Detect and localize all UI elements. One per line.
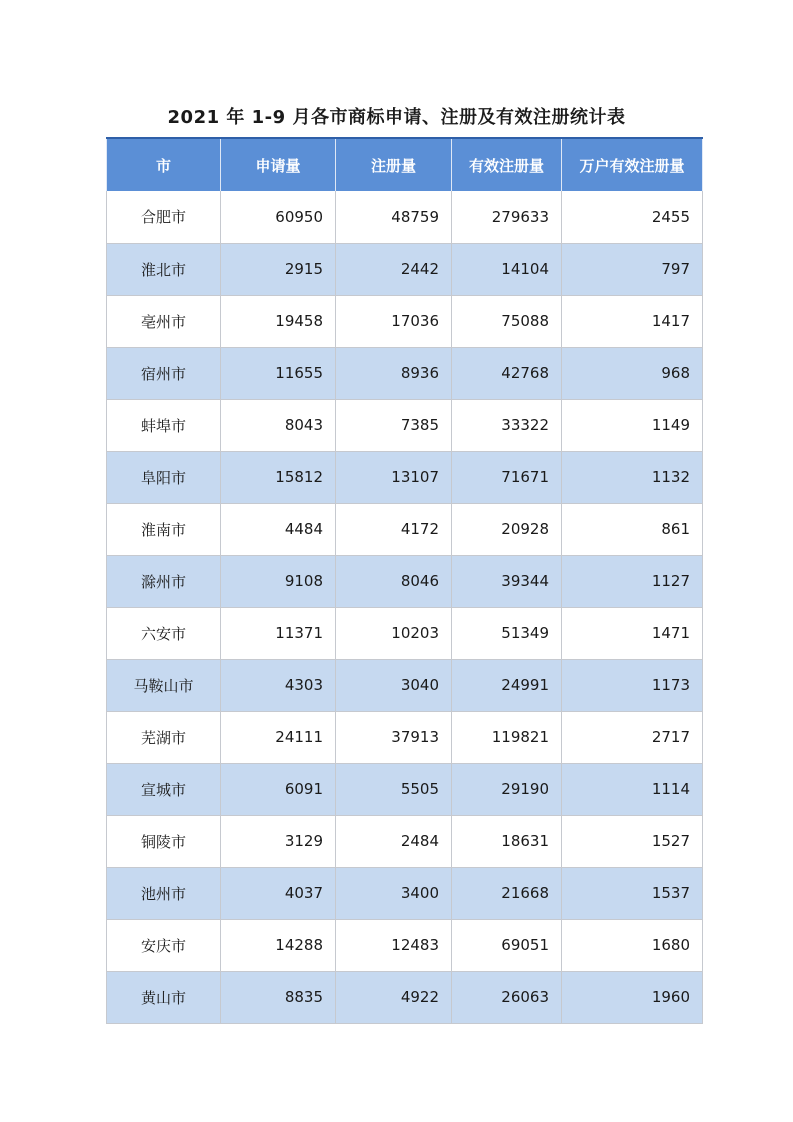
cell-city: 淮南市	[107, 503, 221, 555]
cell-registrations: 2442	[336, 243, 452, 295]
cell-applications: 14288	[221, 919, 336, 971]
header-registrations: 注册量	[336, 138, 452, 191]
cell-valid-per-10k: 861	[562, 503, 703, 555]
cell-valid-registrations: 39344	[452, 555, 562, 607]
cell-valid-per-10k: 1132	[562, 451, 703, 503]
page-title: 2021 年 1-9 月各市商标申请、注册及有效注册统计表	[167, 107, 626, 128]
table-row	[107, 607, 703, 659]
cell-registrations: 3040	[336, 659, 452, 711]
table-header-row	[107, 138, 703, 191]
cell-valid-registrations: 119821	[452, 711, 562, 763]
cell-city: 亳州市	[107, 295, 221, 347]
table-row	[107, 555, 703, 607]
cell-registrations: 10203	[336, 607, 452, 659]
table-row	[107, 867, 703, 919]
cell-city: 淮北市	[107, 243, 221, 295]
statistics-table	[106, 137, 703, 1024]
cell-city: 宣城市	[107, 763, 221, 815]
cell-city: 池州市	[107, 867, 221, 919]
cell-valid-per-10k: 1680	[562, 919, 703, 971]
cell-city: 阜阳市	[107, 451, 221, 503]
cell-city: 芜湖市	[107, 711, 221, 763]
header-valid-registrations: 有效注册量	[452, 138, 562, 191]
table-row	[107, 191, 703, 243]
header-valid-per-10k-households: 万户有效注册量	[562, 138, 703, 191]
cell-registrations: 3400	[336, 867, 452, 919]
cell-valid-per-10k: 2455	[562, 191, 703, 243]
header-applications: 申请量	[221, 138, 336, 191]
cell-registrations: 4172	[336, 503, 452, 555]
cell-valid-registrations: 26063	[452, 971, 562, 1023]
cell-registrations: 2484	[336, 815, 452, 867]
cell-valid-registrations: 18631	[452, 815, 562, 867]
table-row	[107, 503, 703, 555]
table-row	[107, 659, 703, 711]
cell-city: 六安市	[107, 607, 221, 659]
cell-valid-per-10k: 1960	[562, 971, 703, 1023]
cell-registrations: 7385	[336, 399, 452, 451]
cell-applications: 3129	[221, 815, 336, 867]
cell-city: 黄山市	[107, 971, 221, 1023]
cell-valid-per-10k: 1149	[562, 399, 703, 451]
cell-valid-per-10k: 1537	[562, 867, 703, 919]
table-row	[107, 763, 703, 815]
cell-applications: 4303	[221, 659, 336, 711]
cell-valid-per-10k: 1127	[562, 555, 703, 607]
cell-registrations: 37913	[336, 711, 452, 763]
cell-applications: 4037	[221, 867, 336, 919]
cell-valid-per-10k: 1173	[562, 659, 703, 711]
cell-valid-registrations: 69051	[452, 919, 562, 971]
table-row	[107, 347, 703, 399]
cell-city: 铜陵市	[107, 815, 221, 867]
table-row	[107, 295, 703, 347]
table-row	[107, 815, 703, 867]
cell-applications: 11655	[221, 347, 336, 399]
table-row	[107, 243, 703, 295]
cell-registrations: 5505	[336, 763, 452, 815]
cell-valid-registrations: 14104	[452, 243, 562, 295]
cell-valid-per-10k: 1114	[562, 763, 703, 815]
cell-city: 滁州市	[107, 555, 221, 607]
cell-valid-per-10k: 797	[562, 243, 703, 295]
header-city: 市	[107, 138, 221, 191]
cell-valid-registrations: 71671	[452, 451, 562, 503]
cell-registrations: 12483	[336, 919, 452, 971]
table-row	[107, 399, 703, 451]
table-row	[107, 711, 703, 763]
cell-applications: 4484	[221, 503, 336, 555]
cell-applications: 15812	[221, 451, 336, 503]
cell-registrations: 8936	[336, 347, 452, 399]
cell-valid-per-10k: 968	[562, 347, 703, 399]
cell-city: 宿州市	[107, 347, 221, 399]
table-row	[107, 971, 703, 1023]
cell-applications: 6091	[221, 763, 336, 815]
cell-applications: 19458	[221, 295, 336, 347]
cell-applications: 24111	[221, 711, 336, 763]
cell-registrations: 4922	[336, 971, 452, 1023]
cell-valid-registrations: 33322	[452, 399, 562, 451]
cell-valid-per-10k: 1417	[562, 295, 703, 347]
cell-valid-registrations: 279633	[452, 191, 562, 243]
cell-valid-registrations: 75088	[452, 295, 562, 347]
cell-registrations: 17036	[336, 295, 452, 347]
cell-city: 合肥市	[107, 191, 221, 243]
cell-valid-per-10k: 1471	[562, 607, 703, 659]
cell-valid-per-10k: 1527	[562, 815, 703, 867]
cell-registrations: 48759	[336, 191, 452, 243]
cell-valid-registrations: 29190	[452, 763, 562, 815]
cell-applications: 11371	[221, 607, 336, 659]
cell-applications: 8043	[221, 399, 336, 451]
cell-city: 蚌埠市	[107, 399, 221, 451]
cell-valid-registrations: 42768	[452, 347, 562, 399]
cell-valid-registrations: 24991	[452, 659, 562, 711]
table-row	[107, 451, 703, 503]
cell-city: 马鞍山市	[107, 659, 221, 711]
cell-registrations: 13107	[336, 451, 452, 503]
cell-valid-registrations: 21668	[452, 867, 562, 919]
cell-applications: 8835	[221, 971, 336, 1023]
cell-applications: 9108	[221, 555, 336, 607]
cell-applications: 2915	[221, 243, 336, 295]
cell-applications: 60950	[221, 191, 336, 243]
cell-city: 安庆市	[107, 919, 221, 971]
cell-valid-per-10k: 2717	[562, 711, 703, 763]
cell-registrations: 8046	[336, 555, 452, 607]
cell-valid-registrations: 51349	[452, 607, 562, 659]
table-row	[107, 919, 703, 971]
cell-valid-registrations: 20928	[452, 503, 562, 555]
